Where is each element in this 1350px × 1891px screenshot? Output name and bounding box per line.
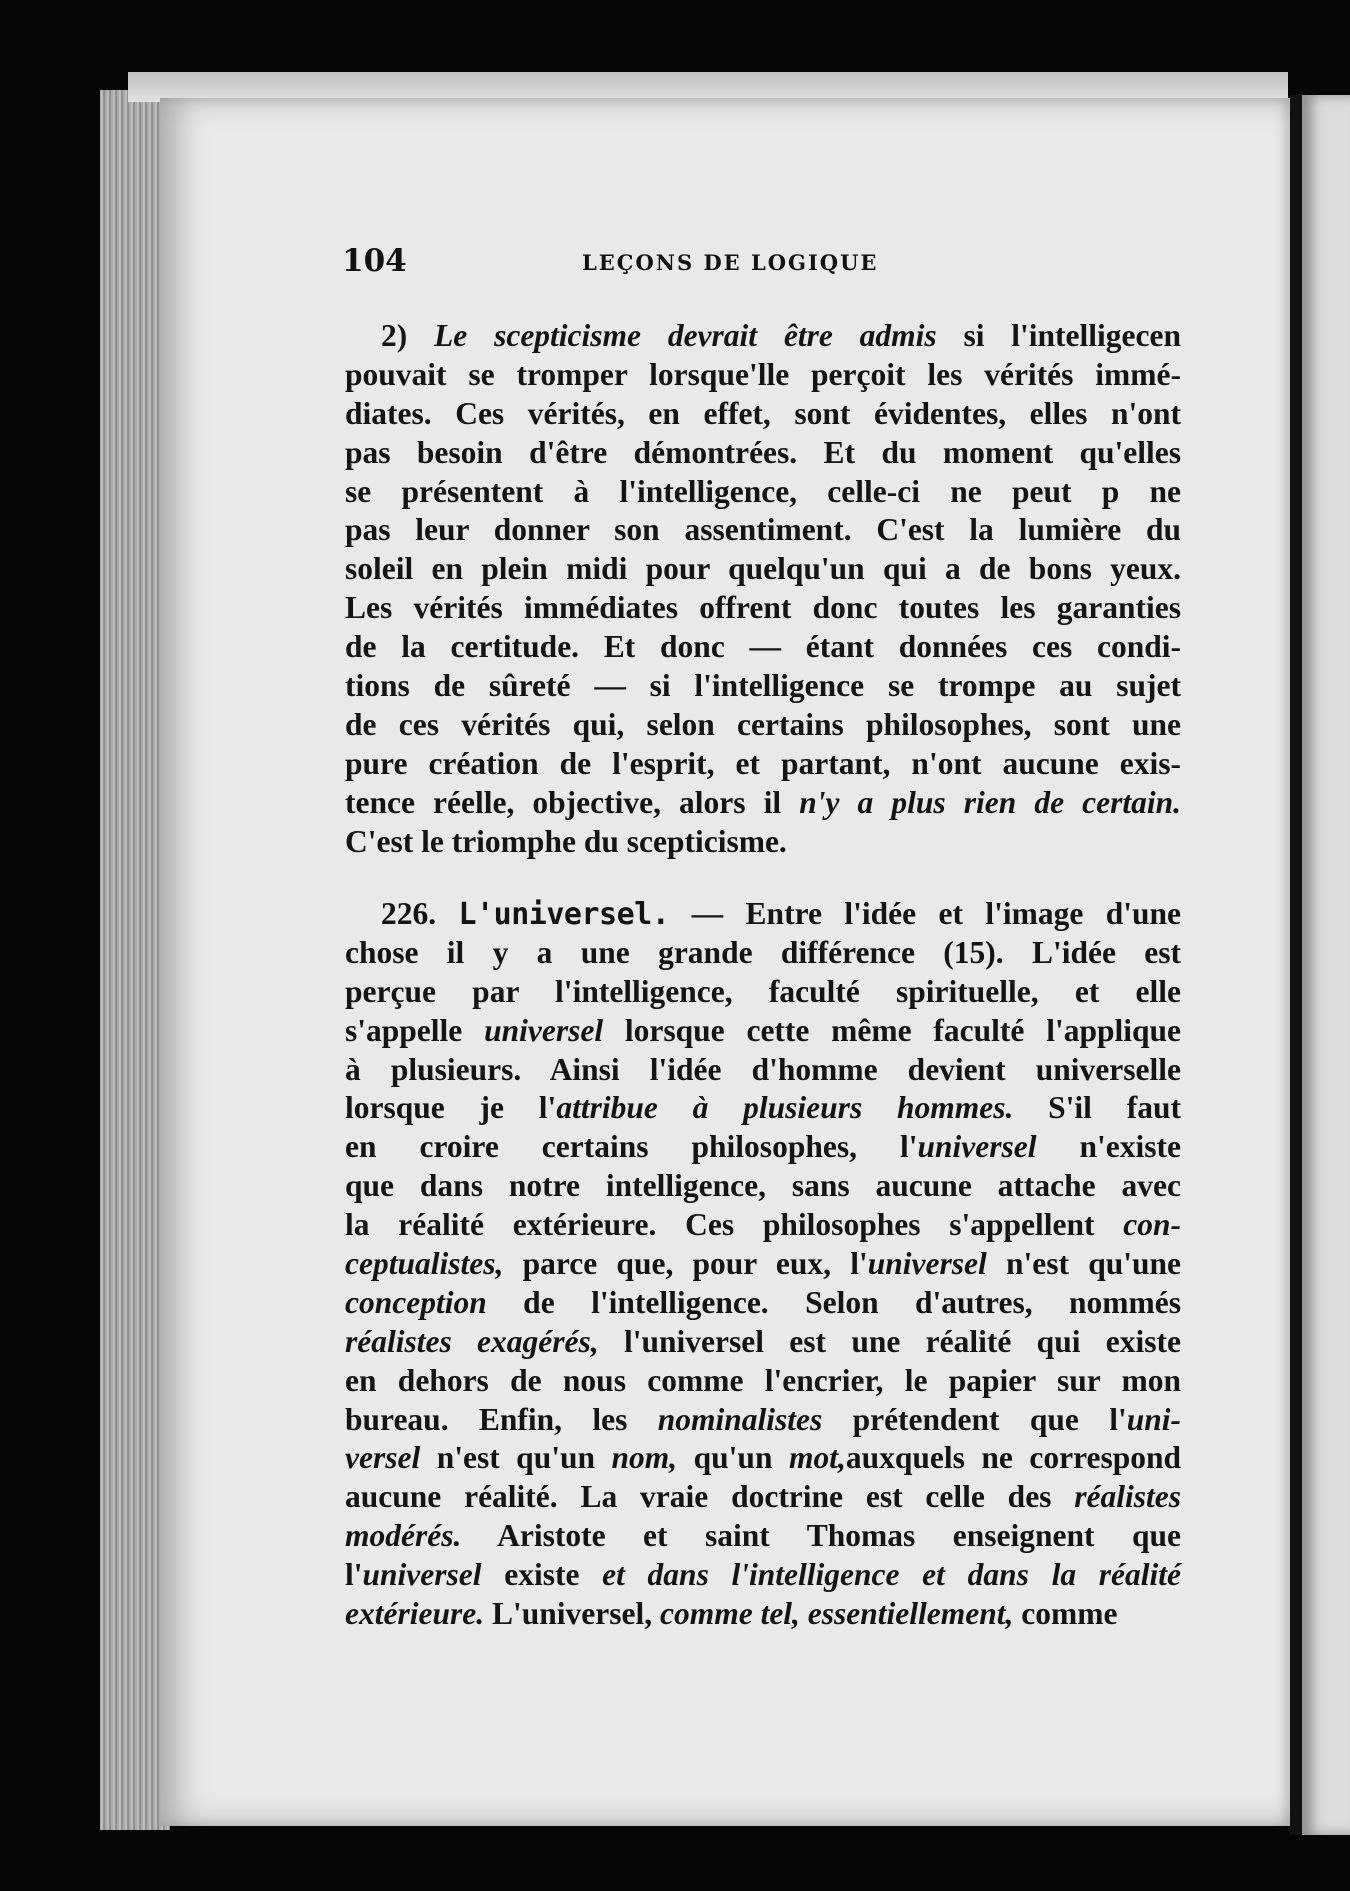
text-line <box>345 395 1181 434</box>
text-line <box>345 1012 1181 1051</box>
text-span: bureau. Enfin, les <box>345 1401 658 1437</box>
text-span: s'appelle <box>345 1012 485 1048</box>
text-span: n'existe <box>1036 1129 1181 1165</box>
paragraph-scepticism <box>345 317 1181 861</box>
text-line <box>345 706 1181 745</box>
text-line <box>345 784 1181 823</box>
text-span: n'est qu'une <box>986 1246 1181 1282</box>
italic-text: réalistes <box>1074 1479 1181 1515</box>
text-line <box>345 1595 1181 1634</box>
text-line <box>345 973 1181 1012</box>
text-line <box>345 1284 1181 1323</box>
text-span: lorsque cette même faculté l'applique <box>603 1012 1182 1048</box>
text-span: pas besoin d'être démontrées. Et du moment qu'elles <box>345 434 1181 470</box>
italic-text: conception <box>345 1284 487 1320</box>
text-span: parce que, pour eux, l' <box>503 1246 868 1282</box>
text-span: n'est qu'un <box>420 1440 612 1476</box>
text-line <box>345 823 1181 862</box>
text-span: si l'intelligecen <box>936 318 1181 353</box>
text-span: perçue par l'intelligence, faculté spirituelle, et elle <box>345 973 1181 1009</box>
italic-text: universel <box>917 1129 1037 1165</box>
text-line <box>345 434 1181 473</box>
text-line <box>345 934 1181 973</box>
text-span: qu'un <box>677 1440 789 1476</box>
text-line <box>345 356 1181 395</box>
text-span: l' <box>345 1557 363 1593</box>
italic-text: nom, <box>611 1440 678 1476</box>
text-line <box>345 745 1181 784</box>
text-line <box>345 550 1181 589</box>
italic-text: universel <box>362 1557 482 1593</box>
text-line <box>345 1517 1181 1556</box>
text-line <box>345 1167 1181 1206</box>
italic-text: uni- <box>1126 1401 1181 1437</box>
italic-text: universel <box>867 1246 987 1282</box>
text-span: auxquels ne correspond <box>845 1440 1182 1476</box>
text-span: aucune réalité. La vraie doctrine est celle des <box>345 1479 1075 1515</box>
text-span: de l'intelligence. Selon d'autres, nommés <box>486 1284 1181 1320</box>
italic-text: réalistes exagérés, <box>345 1323 599 1359</box>
text-span: Les vérités immédiates offrent donc toutes les garanties <box>345 590 1181 626</box>
text-span: pas leur donner son assentiment. C'est la lumière du <box>345 512 1181 548</box>
italic-text: con- <box>1123 1207 1181 1243</box>
text-line <box>345 1323 1181 1362</box>
text-span: pure création de l'esprit, et partant, n'ont aucune exis- <box>345 745 1181 781</box>
text-line <box>345 1245 1181 1284</box>
text-span: se présentent à l'intelligence, celle-ci ne peut p ne <box>345 473 1181 509</box>
text-span: Aristote et saint Thomas enseignent que <box>461 1518 1181 1554</box>
text-span: — Entre l'idée et l'image d'une <box>669 896 1181 931</box>
text-span: pouvait se tromper lorsque'lle perçoit les vérités immé- <box>345 356 1181 392</box>
italic-text: versel <box>345 1440 421 1476</box>
italic-text: nominalistes <box>657 1401 823 1437</box>
text-line <box>345 628 1181 667</box>
text-line <box>345 1089 1181 1128</box>
text-span: tions de sûreté — si l'intelligence se trompe au sujet <box>345 668 1181 704</box>
text-span: lorsque je l' <box>345 1090 557 1126</box>
text-line <box>345 1051 1181 1090</box>
text-line <box>345 1478 1181 1517</box>
running-title: LEÇONS DE LOGIQUE <box>582 250 879 275</box>
text-span: que dans notre intelligence, sans aucune attache avec <box>345 1168 1181 1204</box>
text-line <box>345 1556 1181 1595</box>
italic-text: attribue à plusieurs hommes. <box>556 1090 1014 1126</box>
text-line <box>345 667 1181 706</box>
text-span: L'universel, <box>484 1596 660 1632</box>
page-header <box>342 243 1178 283</box>
text-span: soleil en plein midi pour quelqu'un qui a de bons yeux. <box>345 551 1181 587</box>
text-line <box>345 1401 1181 1440</box>
italic-text: extérieure. <box>345 1596 485 1632</box>
paragraph-universal <box>345 895 1181 1634</box>
text-span: comme <box>1013 1596 1118 1632</box>
text-span: en dehors de nous comme l'encrier, le papier sur mon <box>345 1362 1181 1398</box>
text-line <box>345 511 1181 550</box>
italic-text: comme tel, essentiellement, <box>659 1596 1014 1632</box>
text-span: prétendent que l' <box>822 1401 1127 1437</box>
italic-text: universel <box>484 1012 604 1048</box>
italic-text: et dans l'intelligence et dans la réalité <box>602 1557 1181 1593</box>
text-line <box>345 895 1181 934</box>
text-span: tence réelle, objective, alors il <box>345 784 800 820</box>
text-span: à plusieurs. Ainsi l'idée d'homme devient universelle <box>345 1051 1181 1087</box>
text-span: diates. Ces vérités, en effet, sont évidentes, elles n'ont <box>345 395 1181 431</box>
page-number: 104 <box>342 243 407 279</box>
text-span: de la certitude. Et donc — étant données ces condi- <box>345 629 1181 665</box>
book-gutter <box>1290 95 1302 1835</box>
text-span: existe <box>481 1557 603 1593</box>
text-line <box>345 1128 1181 1167</box>
text-line <box>345 1439 1181 1478</box>
text-line <box>345 1362 1181 1401</box>
italic-text: mot, <box>788 1440 846 1476</box>
text-span: C'est le triomphe du scepticisme. <box>345 823 787 859</box>
text-span: chose il y a une grande différence (15). L'idée est <box>345 934 1181 970</box>
italic-text: ceptualistes, <box>345 1246 504 1282</box>
text-span: 2) <box>381 318 435 353</box>
italic-text: Le scepticisme devrait être admis <box>434 318 937 353</box>
text-span: la réalité extérieure. Ces philosophes s'appellent <box>345 1207 1124 1243</box>
text-span: S'il faut <box>1013 1090 1181 1126</box>
italic-text: modérés. <box>345 1518 462 1554</box>
text-line <box>345 1206 1181 1245</box>
section-heading: L'universel. <box>458 897 670 932</box>
text-span: en croire certains philosophes, l' <box>345 1129 918 1165</box>
text-line <box>345 589 1181 628</box>
text-line <box>345 473 1181 512</box>
text-span: de ces vérités qui, selon certains philosophes, sont une <box>345 706 1181 742</box>
italic-text: n'y a plus rien de certain. <box>799 784 1181 820</box>
facing-page-edge <box>1302 95 1350 1835</box>
text-line <box>345 317 1181 356</box>
text-span: 226. <box>381 896 459 931</box>
text-span: l'universel est une réalité qui existe <box>598 1323 1181 1359</box>
